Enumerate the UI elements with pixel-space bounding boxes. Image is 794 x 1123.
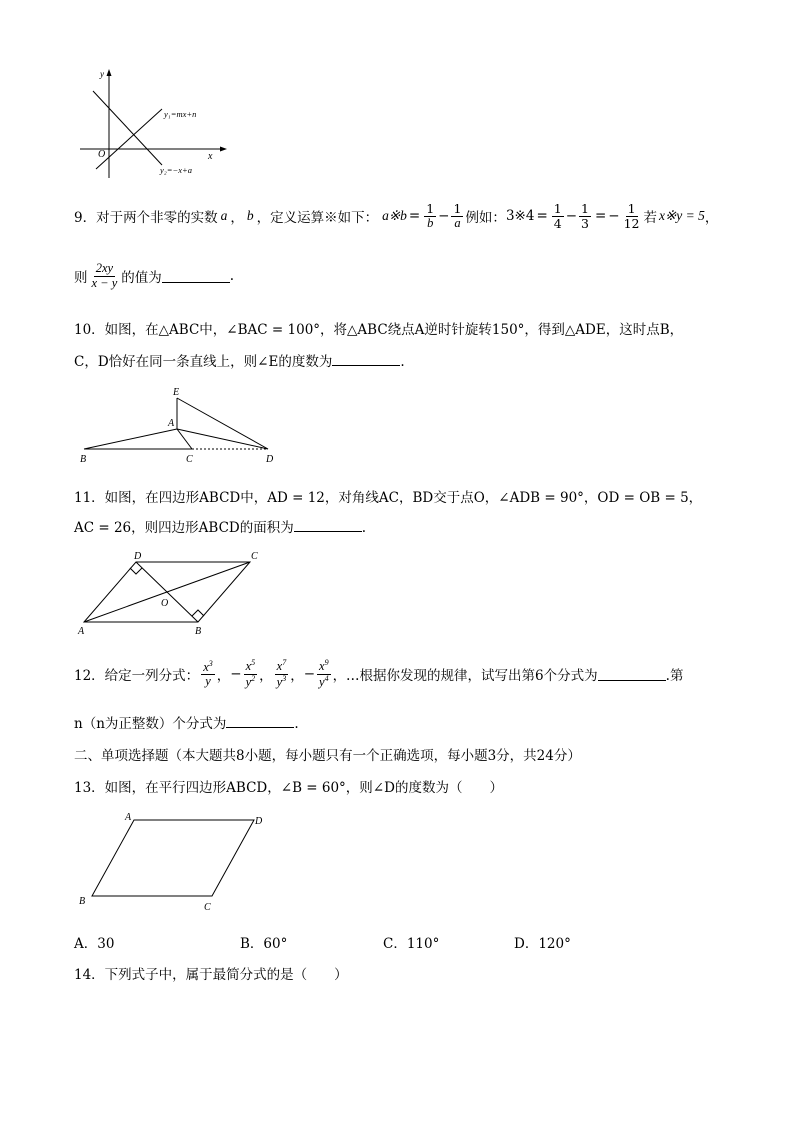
- q9-frac-1-over-12: $\frac{1}{12}$: [623, 201, 640, 231]
- q9-eq2: =: [536, 208, 548, 224]
- q10-label-A: A: [168, 418, 175, 429]
- q12-answer-blank-2[interactable]: [226, 715, 294, 728]
- q12-sep-2: ，: [259, 668, 273, 684]
- q12-rest: ，…根据你发现的规律，试写出第6个分式为: [332, 668, 598, 684]
- q11-label-O: O: [161, 598, 169, 609]
- q10-label-D: D: [266, 454, 274, 465]
- q13-option-b[interactable]: B．60°: [240, 936, 288, 952]
- q9-line2: [74, 258, 234, 294]
- q9-if-text: 若: [643, 210, 657, 226]
- q10-line2: [74, 350, 405, 370]
- line2-label: y₂=−x+a: [160, 165, 192, 175]
- q10-line2-text: C，D恰好在同一条直线上，则∠E的度数为: [74, 354, 333, 370]
- line-y1: [96, 109, 162, 169]
- q9-period: .: [229, 268, 235, 284]
- q12-term-4: − $\frac{x^9}{y^4}$: [303, 658, 329, 689]
- q12-line2: [74, 712, 299, 732]
- q9-var-b: b: [246, 208, 254, 223]
- q14-stem: 14．下列式子中，属于最简分式的是（ ）: [74, 967, 348, 983]
- q12-term-3: $\frac{x^7}{y^3}$: [276, 658, 287, 689]
- q11-label-A: A: [78, 626, 85, 637]
- q10-answer-blank[interactable]: [332, 353, 400, 366]
- q13-option-a[interactable]: A．30: [74, 936, 115, 952]
- q9-frac-1-over-b: $\frac{1}{b}$: [426, 201, 435, 230]
- q9-target-fraction: $\frac{2xy}{x - y}$: [91, 261, 118, 290]
- q12-sep-1: ，: [216, 668, 231, 684]
- y-axis-arrow: [107, 69, 112, 76]
- q9-intro: 9．对于两个非零的实数: [74, 210, 218, 226]
- q10-figure: [74, 382, 284, 468]
- q9-xy-expr: x※y = 5: [659, 208, 705, 223]
- q10-line1: 10．如图，在△ABC中，∠BAC = 100°，将△ABC绕点A逆时针旋转150°，得到△ADE，这时点B，: [74, 322, 684, 338]
- q9-example-text: 例如：: [465, 210, 506, 226]
- q11-line1: 11．如图，在四边形ABCD中，AD = 12，对角线AC，BD交于点O，∠ADB = 90°，OD = OB = 5，: [74, 490, 703, 506]
- q9-minus3: −: [608, 208, 620, 224]
- q11-period: .: [361, 520, 367, 536]
- q12-term-1: $\frac{x^3}{y}$: [203, 658, 213, 688]
- q13-label-B: B: [79, 896, 86, 907]
- q9-minus2: −: [565, 208, 578, 224]
- q10-label-C: C: [186, 454, 193, 465]
- q10-segment-AB: [84, 429, 177, 449]
- q9-value-text: 的值为: [121, 270, 162, 286]
- q9-comma2: ，: [704, 210, 719, 226]
- q10-segment-ED: [177, 398, 268, 449]
- q12-line2-text: n（n为正整数）个分式为: [74, 716, 227, 732]
- q13-option-c[interactable]: C．110°: [383, 936, 440, 952]
- q9-frac-1-over-a: $\frac{1}{a}$: [453, 201, 462, 230]
- q13-parallelogram-figure: [74, 808, 274, 916]
- q12-answer-blank-1[interactable]: [598, 668, 666, 681]
- linear-graph-figure: [76, 66, 236, 184]
- y-axis-label: y: [100, 69, 104, 79]
- q9-comma: ，: [230, 210, 244, 226]
- q11-line2: [74, 516, 366, 536]
- q12-after-blank: .第: [665, 668, 684, 684]
- q10-label-E: E: [173, 387, 180, 398]
- q11-label-D: D: [134, 551, 142, 562]
- q11-label-B: B: [195, 626, 202, 637]
- q10-label-B: B: [80, 454, 87, 465]
- q11-figure: [74, 548, 274, 640]
- q12-term-2: − $\frac{x^5}{y^2}$: [230, 658, 256, 689]
- q13-label-C: C: [204, 902, 211, 913]
- q12-line1: [74, 654, 683, 694]
- q9-op-lhs: a※b: [382, 208, 407, 223]
- q11-right-angle-D: [130, 568, 142, 574]
- q13-option-d[interactable]: D．120°: [514, 936, 571, 952]
- q9-eq: =: [408, 208, 421, 224]
- origin-label: O: [98, 149, 106, 160]
- q9-frac-1-over-3: $\frac{1}{3}$: [581, 201, 589, 231]
- q13-stem: 13．如图，在平行四边形ABCD，∠B = 60°，则∠D的度数为（ ）: [74, 780, 503, 796]
- x-axis-arrow: [220, 147, 227, 152]
- q9-minus: −: [438, 208, 450, 224]
- x-axis-label: x: [208, 151, 213, 162]
- q9-var-a: a: [220, 208, 228, 223]
- q9-line1: [74, 198, 718, 234]
- q10-segment-AD: [177, 429, 268, 449]
- q11-right-angle-B: [192, 610, 204, 616]
- q12-period: .: [294, 716, 299, 732]
- q9-then-text: 则: [74, 270, 88, 286]
- q11-answer-blank[interactable]: [294, 519, 362, 532]
- q13-parallelogram: [92, 820, 254, 896]
- q9-answer-blank[interactable]: [162, 270, 230, 283]
- q11-diagonal-BD: [136, 562, 198, 622]
- q13-label-D: D: [255, 816, 263, 827]
- q12-intro: 12．给定一列分式：: [74, 668, 200, 684]
- q9-frac-1-over-4: $\frac{1}{4}$: [553, 201, 562, 231]
- line1-label: y₁=mx+n: [164, 109, 197, 119]
- q9-eq3: =: [594, 208, 607, 224]
- q9-define-text: ，定义运算※如下：: [256, 210, 379, 226]
- section-2-header: 二、单项选择题（本大题共8小题，每小题只有一个正确选项，每小题3分，共24分）: [74, 748, 581, 764]
- q13-label-A: A: [125, 812, 132, 823]
- q10-period: .: [400, 354, 405, 370]
- q11-label-C: C: [251, 551, 258, 562]
- q9-example-lhs: 3※4: [505, 208, 535, 224]
- q12-sep-3: ，: [290, 668, 304, 684]
- q11-line2-text: AC = 26，则四边形ABCD的面积为: [74, 520, 294, 536]
